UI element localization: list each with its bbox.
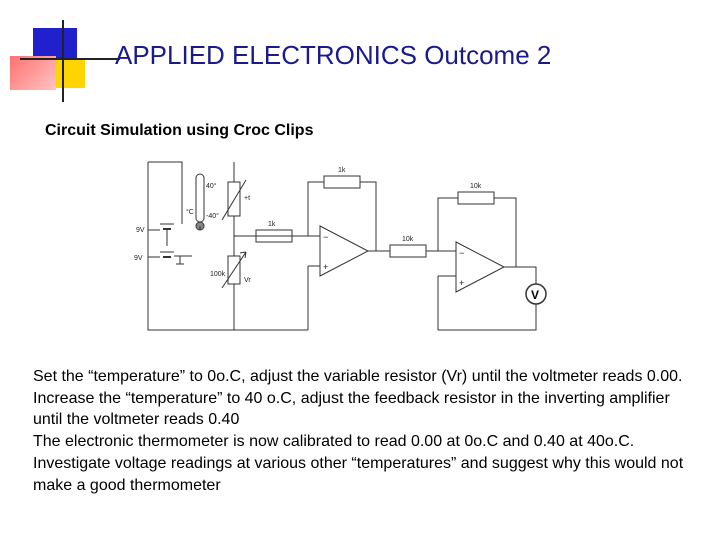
- opamp-1-minus: −: [323, 232, 329, 242]
- battery-1-label: 9V: [136, 227, 145, 234]
- deco-yellow-square: [55, 58, 85, 88]
- deco-vertical-line: [62, 20, 64, 102]
- variable-resistor-symbol: [222, 252, 246, 288]
- battery-1-symbol: [160, 224, 174, 246]
- feedback-resistor-10k-label: 10k: [470, 183, 482, 190]
- page-subtitle: Circuit Simulation using Croc Clips: [45, 122, 314, 139]
- input-resistor-10k: [390, 245, 426, 257]
- opamp-1-plus: +: [323, 262, 329, 272]
- instruction-3: The electronic thermometer is now calibrated to read 0.00 at 0o.C and 0.40 at 40o.C.: [33, 433, 635, 451]
- thermo-plus-label: +t: [244, 195, 251, 202]
- battery-2-label: 9V: [134, 255, 143, 262]
- wire-battery-taps: [148, 230, 160, 257]
- thermistor-symbol: [196, 162, 246, 236]
- wire-feedback-2: [438, 198, 536, 330]
- battery-2-symbol: [160, 252, 192, 264]
- instruction-1: Set the “temperature” to 0o.C, adjust the variable resistor (Vr) until the voltmeter reads 0.00.: [33, 368, 683, 385]
- page-title: APPLIED ELECTRONICS Outcome 2: [115, 40, 552, 70]
- wire-top-left: [148, 162, 182, 224]
- thermo-low-label: -40°: [206, 213, 219, 220]
- thermo-high-label: 40°: [206, 183, 217, 190]
- input-resistor-10k-label: 10k: [402, 236, 414, 243]
- instruction-2: Increase the “temperature” to 40 o.C, adjust the feedback resistor in the inverting amplifier until the voltmeter reads 0.40: [33, 389, 670, 429]
- circuit-diagram: [128, 160, 558, 340]
- opamp-2-minus: −: [459, 248, 465, 258]
- var-resistor-value: 100k: [210, 271, 226, 278]
- voltmeter-label: V: [531, 288, 540, 302]
- input-resistor-1k-label: 1k: [268, 221, 276, 228]
- var-resistor-label: Vr: [244, 277, 251, 284]
- feedback-resistor-1k: [324, 176, 360, 188]
- instructions-text: [33, 366, 703, 496]
- feedback-resistor-1k-label: 1k: [338, 167, 346, 174]
- instruction-4: Investigate voltage readings at various other “temperatures” and suggest why this would not make a good thermometer: [33, 454, 684, 494]
- deco-horizontal-line: [20, 58, 120, 60]
- deco-red-square: [10, 56, 56, 90]
- wire-opamp2-inputs: [426, 251, 456, 330]
- opamp-2-plus: +: [459, 278, 465, 288]
- feedback-resistor-10k: [458, 192, 494, 204]
- wire-opamp1-inputs: [308, 236, 320, 330]
- thermo-unit-label: °C: [186, 209, 194, 216]
